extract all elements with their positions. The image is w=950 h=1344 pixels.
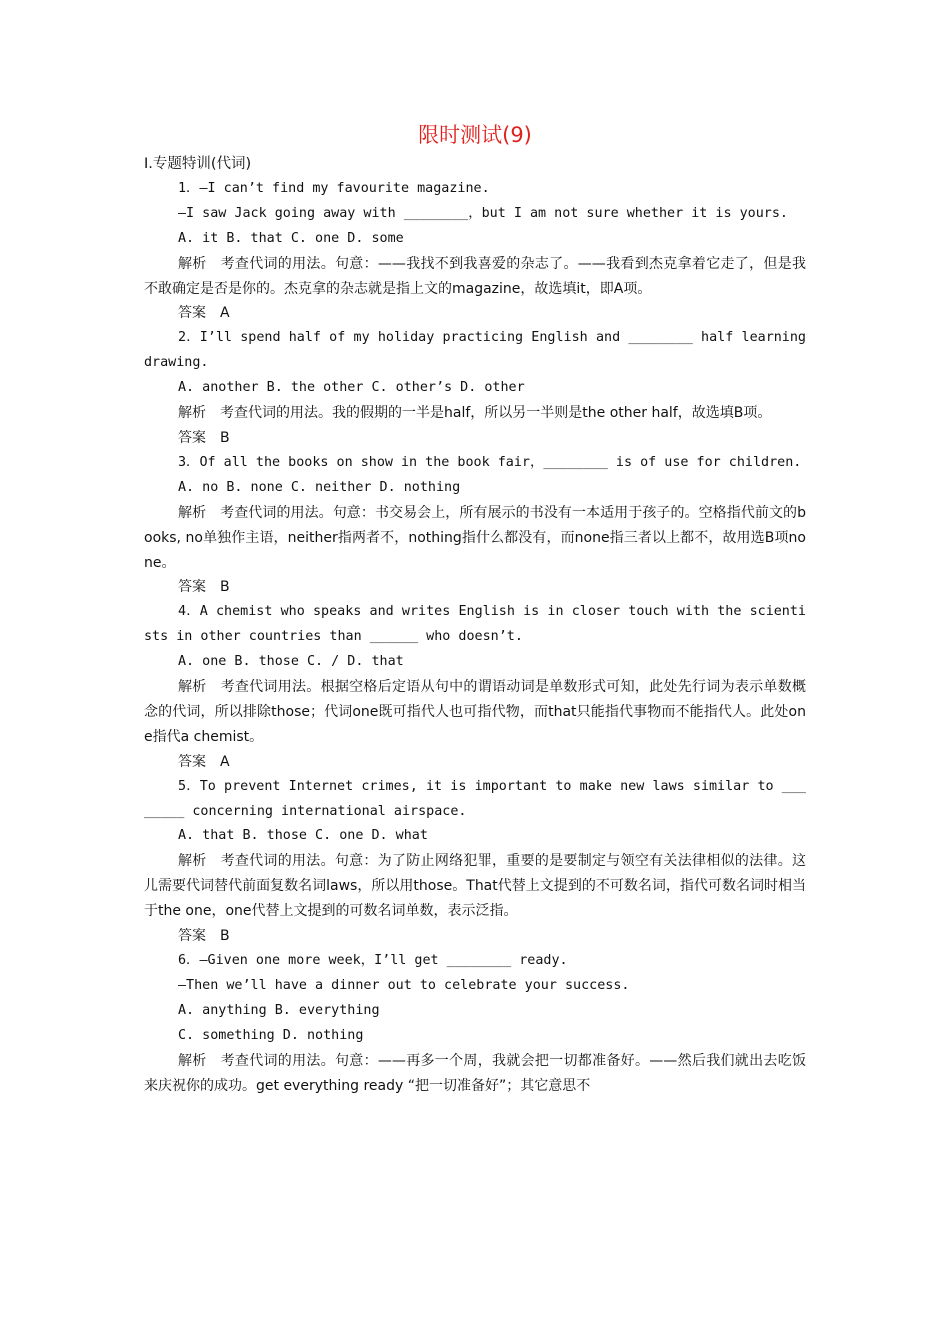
answer-options: C. something D. nothing — [178, 1027, 364, 1043]
answer-options: A. anything B. everything — [178, 1002, 380, 1018]
answer-options: A. that B. those C. one D. what — [178, 828, 428, 844]
answer-options: A. one B. those C. / D. that — [178, 654, 404, 670]
answer-line — [144, 924, 806, 949]
document-page — [144, 118, 806, 1098]
question-block — [144, 775, 806, 949]
answer-line — [144, 301, 806, 326]
answer-line — [144, 426, 806, 451]
explanation — [144, 849, 806, 924]
question-block — [144, 451, 806, 600]
question-stem: 1．—I can’t find my favourite magazine. — [178, 180, 490, 196]
explanation-text: 考查代词的用法。句意：书交易会上，所有展示的书没有一本适用于孩子的。空格指代前文的books, no单独作主语，neither指两者不，nothing指什么都没有，而none指三者以上都不，故用选B项none。 — [144, 504, 807, 571]
explanation-text: 考查代词用法。根据空格后定语从句中的谓语动词是单数形式可知，此处先行词为表示单数概念的代词，所以排除those；代词one既可指代人也可指代物，而that只能指代事物而不能指代人。此处one指代a chemist。 — [144, 679, 807, 745]
explanation-text: 考查代词的用法。我的假期的一半是half，所以另一半则是the other half，故选填B项。 — [220, 405, 772, 422]
section-heading: Ⅰ.专题特训(代词) — [144, 156, 252, 172]
explanation-text: 考查代词的用法。句意：为了防止网络犯罪，重要的是要制定与领空有关法律相似的法律。这儿需要代词替代前面复数名词laws，所以用those。That代替上文提到的不可数名词，指代可数名词时相当于the one，one代替上文提到的可数名词单数，表示泛指。 — [144, 853, 807, 920]
answer-label: 答案 — [178, 928, 206, 945]
answer-value: B — [220, 928, 230, 945]
question-stem: —I saw Jack going away with ________，but I am not sure whether it is yours. — [178, 205, 788, 221]
question-block — [144, 600, 806, 774]
explanation-label: 解析 — [178, 405, 206, 422]
answer-value: B — [220, 579, 230, 596]
explanation — [144, 501, 806, 576]
page-title: 限时测试(9) — [418, 123, 532, 147]
question-stem: 4．A chemist who speaks and writes English is in closer touch with the scientists in other countries than ______ who doesn’t. — [144, 604, 806, 645]
answer-label: 答案 — [178, 753, 206, 770]
explanation — [144, 1049, 806, 1099]
question-block — [144, 177, 806, 326]
explanation — [144, 252, 806, 302]
explanation-label: 解析 — [178, 853, 207, 870]
question-block — [144, 949, 806, 1098]
question-block — [144, 326, 806, 451]
answer-options: A. no B. none C. neither D. nothing — [178, 479, 461, 495]
explanation-text: 考查代词的用法。句意：——我找不到我喜爱的杂志了。——我看到杰克拿着它走了，但是我不敢确定是否是你的。杰克拿的杂志就是指上文的magazine，故选填it，即A项。 — [144, 255, 807, 297]
answer-value: A — [220, 753, 230, 770]
explanation-text: 考查代词的用法。句意：——再多一个周，我就会把一切都准备好。——然后我们就出去吃饭来庆祝你的成功。get everything ready “把一切准备好”；其它意思不 — [144, 1052, 807, 1094]
answer-line — [144, 575, 806, 600]
answer-value: B — [220, 429, 230, 446]
explanation-label: 解析 — [178, 679, 207, 696]
answer-label: 答案 — [178, 579, 206, 596]
question-stem: 2．I’ll spend half of my holiday practicing English and ________ half learning drawing. — [144, 330, 806, 371]
answer-label: 答案 — [178, 305, 206, 322]
question-list — [144, 177, 806, 1099]
answer-label: 答案 — [178, 429, 206, 446]
explanation-label: 解析 — [178, 1052, 207, 1069]
question-stem: —Then we’ll have a dinner out to celebrate your success. — [178, 977, 630, 993]
answer-options: A. it B. that C. one D. some — [178, 230, 404, 246]
question-stem: 5．To prevent Internet crimes, it is important to make new laws similar to ________ concerning international airspace. — [144, 778, 806, 819]
explanation-label: 解析 — [178, 255, 207, 272]
answer-line — [144, 750, 806, 775]
answer-options: A. another B. the other C. other’s D. other — [178, 380, 525, 396]
question-stem: 6．—Given one more week，I’ll get ________ ready. — [178, 953, 568, 968]
explanation — [144, 675, 806, 750]
answer-value: A — [220, 305, 230, 322]
explanation — [144, 401, 806, 426]
explanation-label: 解析 — [178, 504, 207, 521]
question-stem: 3．Of all the books on show in the book fair，________ is of use for children. — [178, 454, 802, 470]
